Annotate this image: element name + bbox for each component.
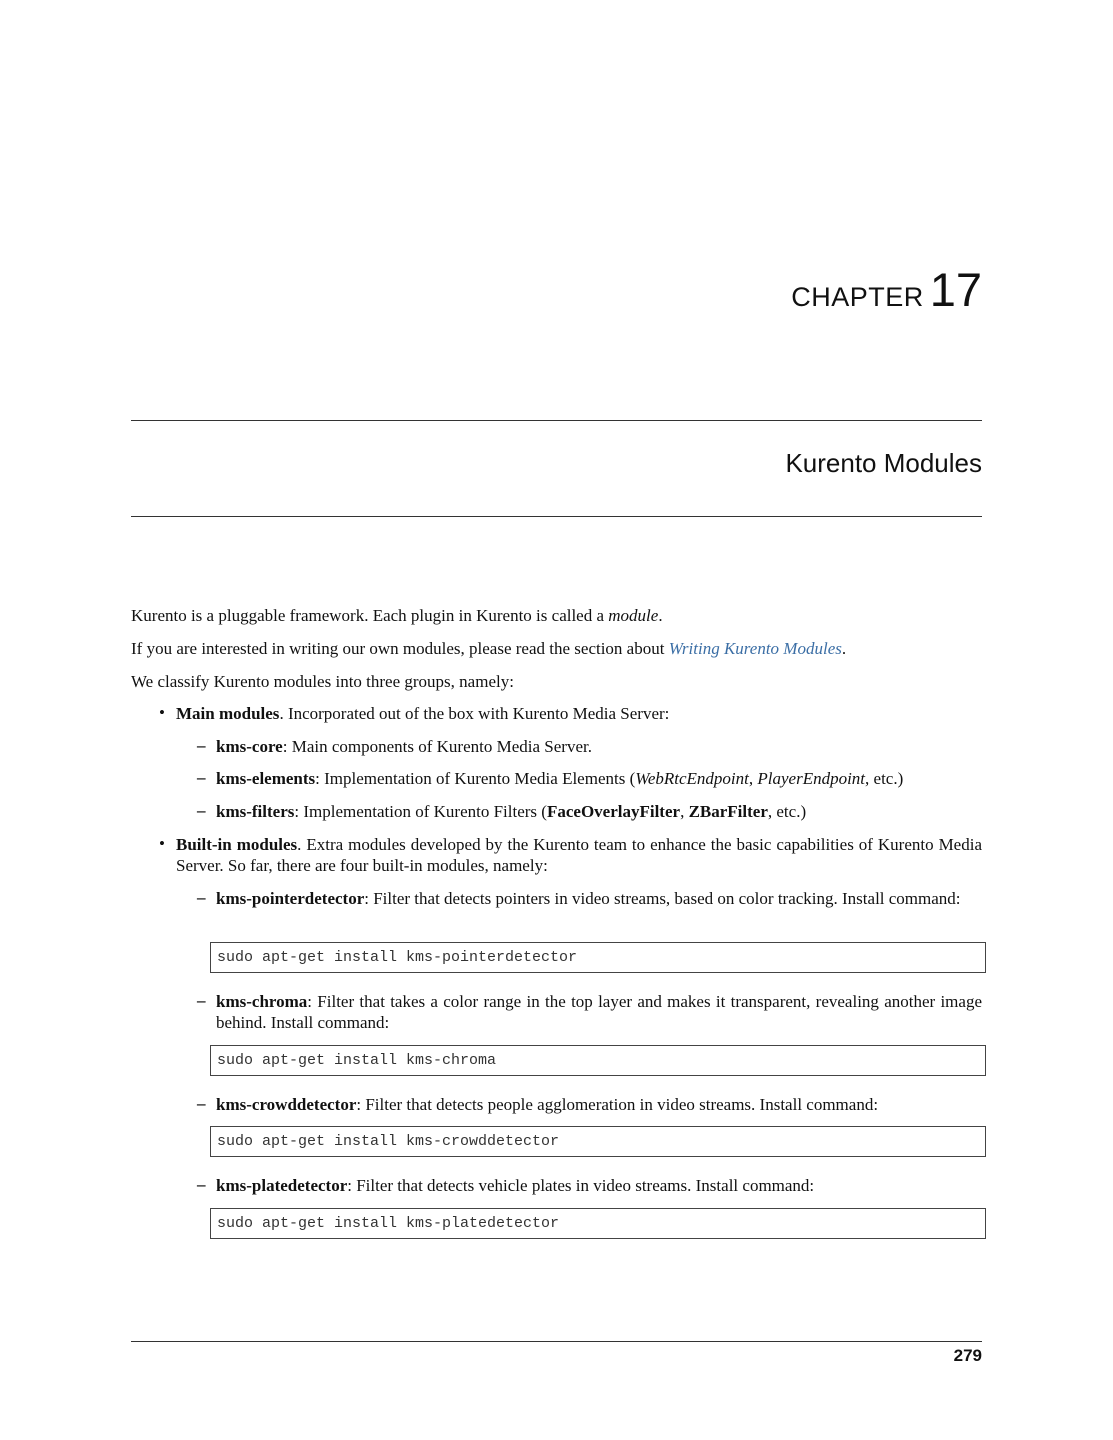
dash-kms-elements: –	[197, 768, 206, 787]
kms-core-item: kms-core: Main components of Kurento Media Server.	[216, 737, 592, 756]
kms-elements-item: kms-elements: Implementation of Kurento Media Elements (WebRtcEndpoint, PlayerEndpoint, etc.)	[216, 769, 904, 788]
intro-paragraph-1: Kurento is a pluggable framework. Each plugin in Kurento is called a module.	[131, 606, 663, 625]
module-emphasis: module	[608, 606, 659, 625]
dash-pointerdetector: –	[197, 888, 206, 907]
main-modules-item: Main modules. Incorporated out of the box with Kurento Media Server:	[176, 704, 670, 723]
bullet-builtin: •	[159, 834, 165, 853]
title-bottom-rule	[131, 516, 982, 517]
dash-platedetector: –	[197, 1175, 206, 1194]
kms-filters-item: kms-filters: Implementation of Kurento Filters (FaceOverlayFilter, ZBarFilter, etc.)	[216, 802, 807, 821]
bullet-main: •	[159, 703, 165, 722]
footer-rule	[131, 1341, 982, 1342]
dash-kms-filters: –	[197, 801, 206, 820]
intro-paragraph-2: If you are interested in writing our own modules, please read the section about Writing Kurento Modules.	[131, 639, 847, 658]
chapter-word: CHAPTER	[791, 282, 924, 312]
writing-modules-link[interactable]: Writing Kurento Modules	[668, 639, 842, 658]
kms-pointerdetector-item: kms-pointerdetector: Filter that detects pointers in video streams, based on color tracking. Install command:	[216, 889, 961, 908]
title-top-rule	[131, 420, 982, 421]
dash-crowddetector: –	[197, 1094, 206, 1113]
pointerdetector-install-command: sudo apt-get install kms-pointerdetector	[210, 942, 986, 973]
builtin-modules-item: Built-in modules. Extra modules developed by the Kurento team to enhance the basic capabilities of Kurento Media Server. So far, there are four built-in modules, namely:	[176, 835, 983, 875]
page-number: 279	[953, 1346, 982, 1365]
crowddetector-install-command: sudo apt-get install kms-crowddetector	[210, 1126, 986, 1157]
intro-paragraph-3: We classify Kurento modules into three groups, namely:	[131, 672, 514, 691]
kms-platedetector-item: kms-platedetector: Filter that detects vehicle plates in video streams. Install command:	[216, 1176, 815, 1195]
kms-chroma-item: kms-chroma: Filter that takes a color range in the top layer and makes it transparent, revealing another image behind. Install command:	[216, 992, 982, 1032]
chapter-heading	[791, 262, 982, 317]
chroma-install-command: sudo apt-get install kms-chroma	[210, 1045, 986, 1076]
chapter-number: 17	[929, 263, 982, 316]
page-title: Kurento Modules	[785, 448, 982, 478]
platedetector-install-command: sudo apt-get install kms-platedetector	[210, 1208, 986, 1239]
dash-kms-core: –	[197, 736, 206, 755]
dash-chroma: –	[197, 991, 206, 1010]
kms-crowddetector-item: kms-crowddetector: Filter that detects people agglomeration in video streams. Install command:	[216, 1095, 879, 1114]
